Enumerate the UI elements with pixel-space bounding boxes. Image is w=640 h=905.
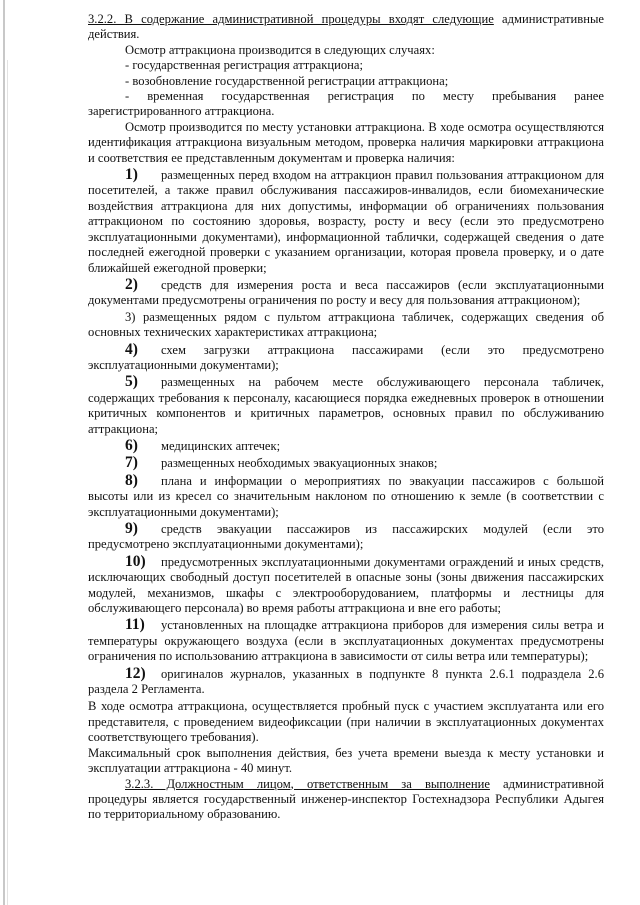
check-item-number: 12) (125, 664, 146, 682)
check-item-text: размещенных перед входом на аттракцион правил пользования аттракционом для посетителей, а также правил обслуживания пассажиров-инвалидов, если биомеханические воздействия аттракциона для них допустимы, информации об ограничениях пользования аттракционом по состоянию здоровья, возрасту, росту и весу (если это предусмотрено эксплуатационными документами), информационной таблички, содержащей сведения о дате последней ежегодной проверки с указанием организации, которая провела проверку, и о дате ближайшей ежегодной проверки; (88, 168, 604, 275)
check-item-number: 9) (125, 520, 138, 537)
check-item-12 (88, 666, 604, 698)
check-item-text: 3) размещенных рядом с пультом аттракциона табличек, содержащих сведения об основных технических характеристиках аттракциона; (88, 309, 604, 340)
check-item-text: размещенных необходимых эвакуационных знаков; (161, 456, 438, 471)
section-heading-rest: административные действия. (88, 12, 605, 42)
case-item-3: - временная государственная регистрация по месту пребывания ранее зарегистрированного аттракциона. (88, 89, 604, 119)
check-item-number: 6) (125, 436, 138, 454)
check-item-number: 2) (125, 275, 138, 293)
check-item-7 (88, 455, 604, 471)
responsible-heading-rest: административной процедуры является государственный инженер-инспектор Гостехнадзора Республики Адыгея по территориальному образованию. (88, 776, 604, 822)
check-item-11 (88, 617, 604, 664)
check-item-number: 7) (125, 454, 138, 472)
check-item-text: оригиналов журналов, указанных в подпункте 8 пункта 2.6.1 подраздела 2.6 раздела 2 Регламента. (88, 666, 604, 697)
inspection-intro: Осмотр аттракциона производится в следующих случаях: (125, 42, 435, 57)
check-item-text: плана и информации о мероприятиях по эвакуации пассажиров с большой высоты или из кресел со значительным наклоном по отношению к земле (в соответствии с эксплуатационными документами); (88, 473, 604, 519)
check-item-9 (88, 521, 604, 553)
inspection-place-paragraph: Осмотр производится по месту установки аттракциона. В ходе осмотра осуществляются идентификация аттракциона визуальным методом, проверка наличия маркировки аттракциона и соответствия ее представленным документам и проверка наличия: (88, 119, 604, 165)
check-item-number: 4) (125, 340, 138, 358)
check-item-text: размещенных на рабочем месте обслуживающего персонала табличек, содержащих требования к персоналу, касающиеся порядка ежедневных проверок в отношении критичных компонентов и критичных параметров, основных правил по обслуживанию аттракциона; (88, 375, 604, 436)
check-item-number: 1) (125, 166, 138, 184)
trial-run-paragraph: В ходе осмотра аттракциона, осуществляется пробный пуск с участием эксплуатанта или его представителя, с проведением видеофиксации (при наличии в эксплуатационных документах соответствующего требования). (88, 699, 604, 745)
check-item-5 (88, 374, 604, 437)
scan-edge-shadow (3, 0, 5, 905)
check-item-6 (88, 438, 604, 454)
max-term-paragraph: Максимальный срок выполнения действия, без учета времени выезда к месту установки и эксплуатации аттракциона - 40 минут. (88, 745, 604, 776)
check-item-number: 5) (125, 373, 138, 391)
responsible-heading-underlined: 3.2.3. Должностным лицом, ответственным за выполнение (125, 776, 490, 791)
check-item-text: схем загрузки аттракциона пассажирами (если это предусмотрено эксплуатационными документами); (88, 342, 604, 372)
check-item-3 (88, 310, 604, 341)
check-item-number: 8) (125, 471, 138, 489)
check-item-10 (88, 554, 604, 617)
check-item-text: средств эвакуации пассажиров из пассажирских модулей (если это предусмотрено эксплуатационными документами); (88, 522, 604, 552)
check-item-text: установленных на площадке аттракциона приборов для измерения силы ветра и температуры окружающего воздуха (если в эксплуатационных документах предусмотрены ограничения по использованию аттракциона в зависимости от силы ветра или температуры); (88, 618, 604, 664)
document-body (88, 12, 604, 823)
check-item-4 (88, 342, 604, 374)
section-heading-underlined: 3.2.2. В содержание административной процедуры входят следующие (88, 12, 494, 26)
check-item-text: средств для измерения роста и веса пассажиров (если эксплуатационными документами предусмотрены ограничения по росту и весу для пользования аттракционом); (88, 277, 604, 308)
case-item-2: - возобновление государственной регистрации аттракциона; (125, 73, 449, 88)
section-heading-3-2-3 (88, 777, 604, 823)
check-item-number: 10) (125, 552, 146, 570)
check-item-8 (88, 473, 604, 520)
case-item-1: - государственная регистрация аттракциона; (125, 58, 363, 73)
check-item-text: предусмотренных эксплуатационными документами ограждений и иных средств, исключающих свободный доступ посетителей в опасные зоны (зоны движения пассажирских модулей, механизмов, шкафы с электрооборудованием, платформы и лестницы для обслуживающего персонала) во время работы аттракциона и вне его работы; (88, 554, 604, 616)
check-item-number: 11) (125, 616, 145, 634)
check-item-text: медицинских аптечек; (161, 438, 281, 453)
section-heading-3-2-2 (88, 12, 604, 43)
check-item-1 (88, 167, 604, 276)
scan-edge-line (7, 60, 8, 905)
check-item-2 (88, 277, 604, 309)
